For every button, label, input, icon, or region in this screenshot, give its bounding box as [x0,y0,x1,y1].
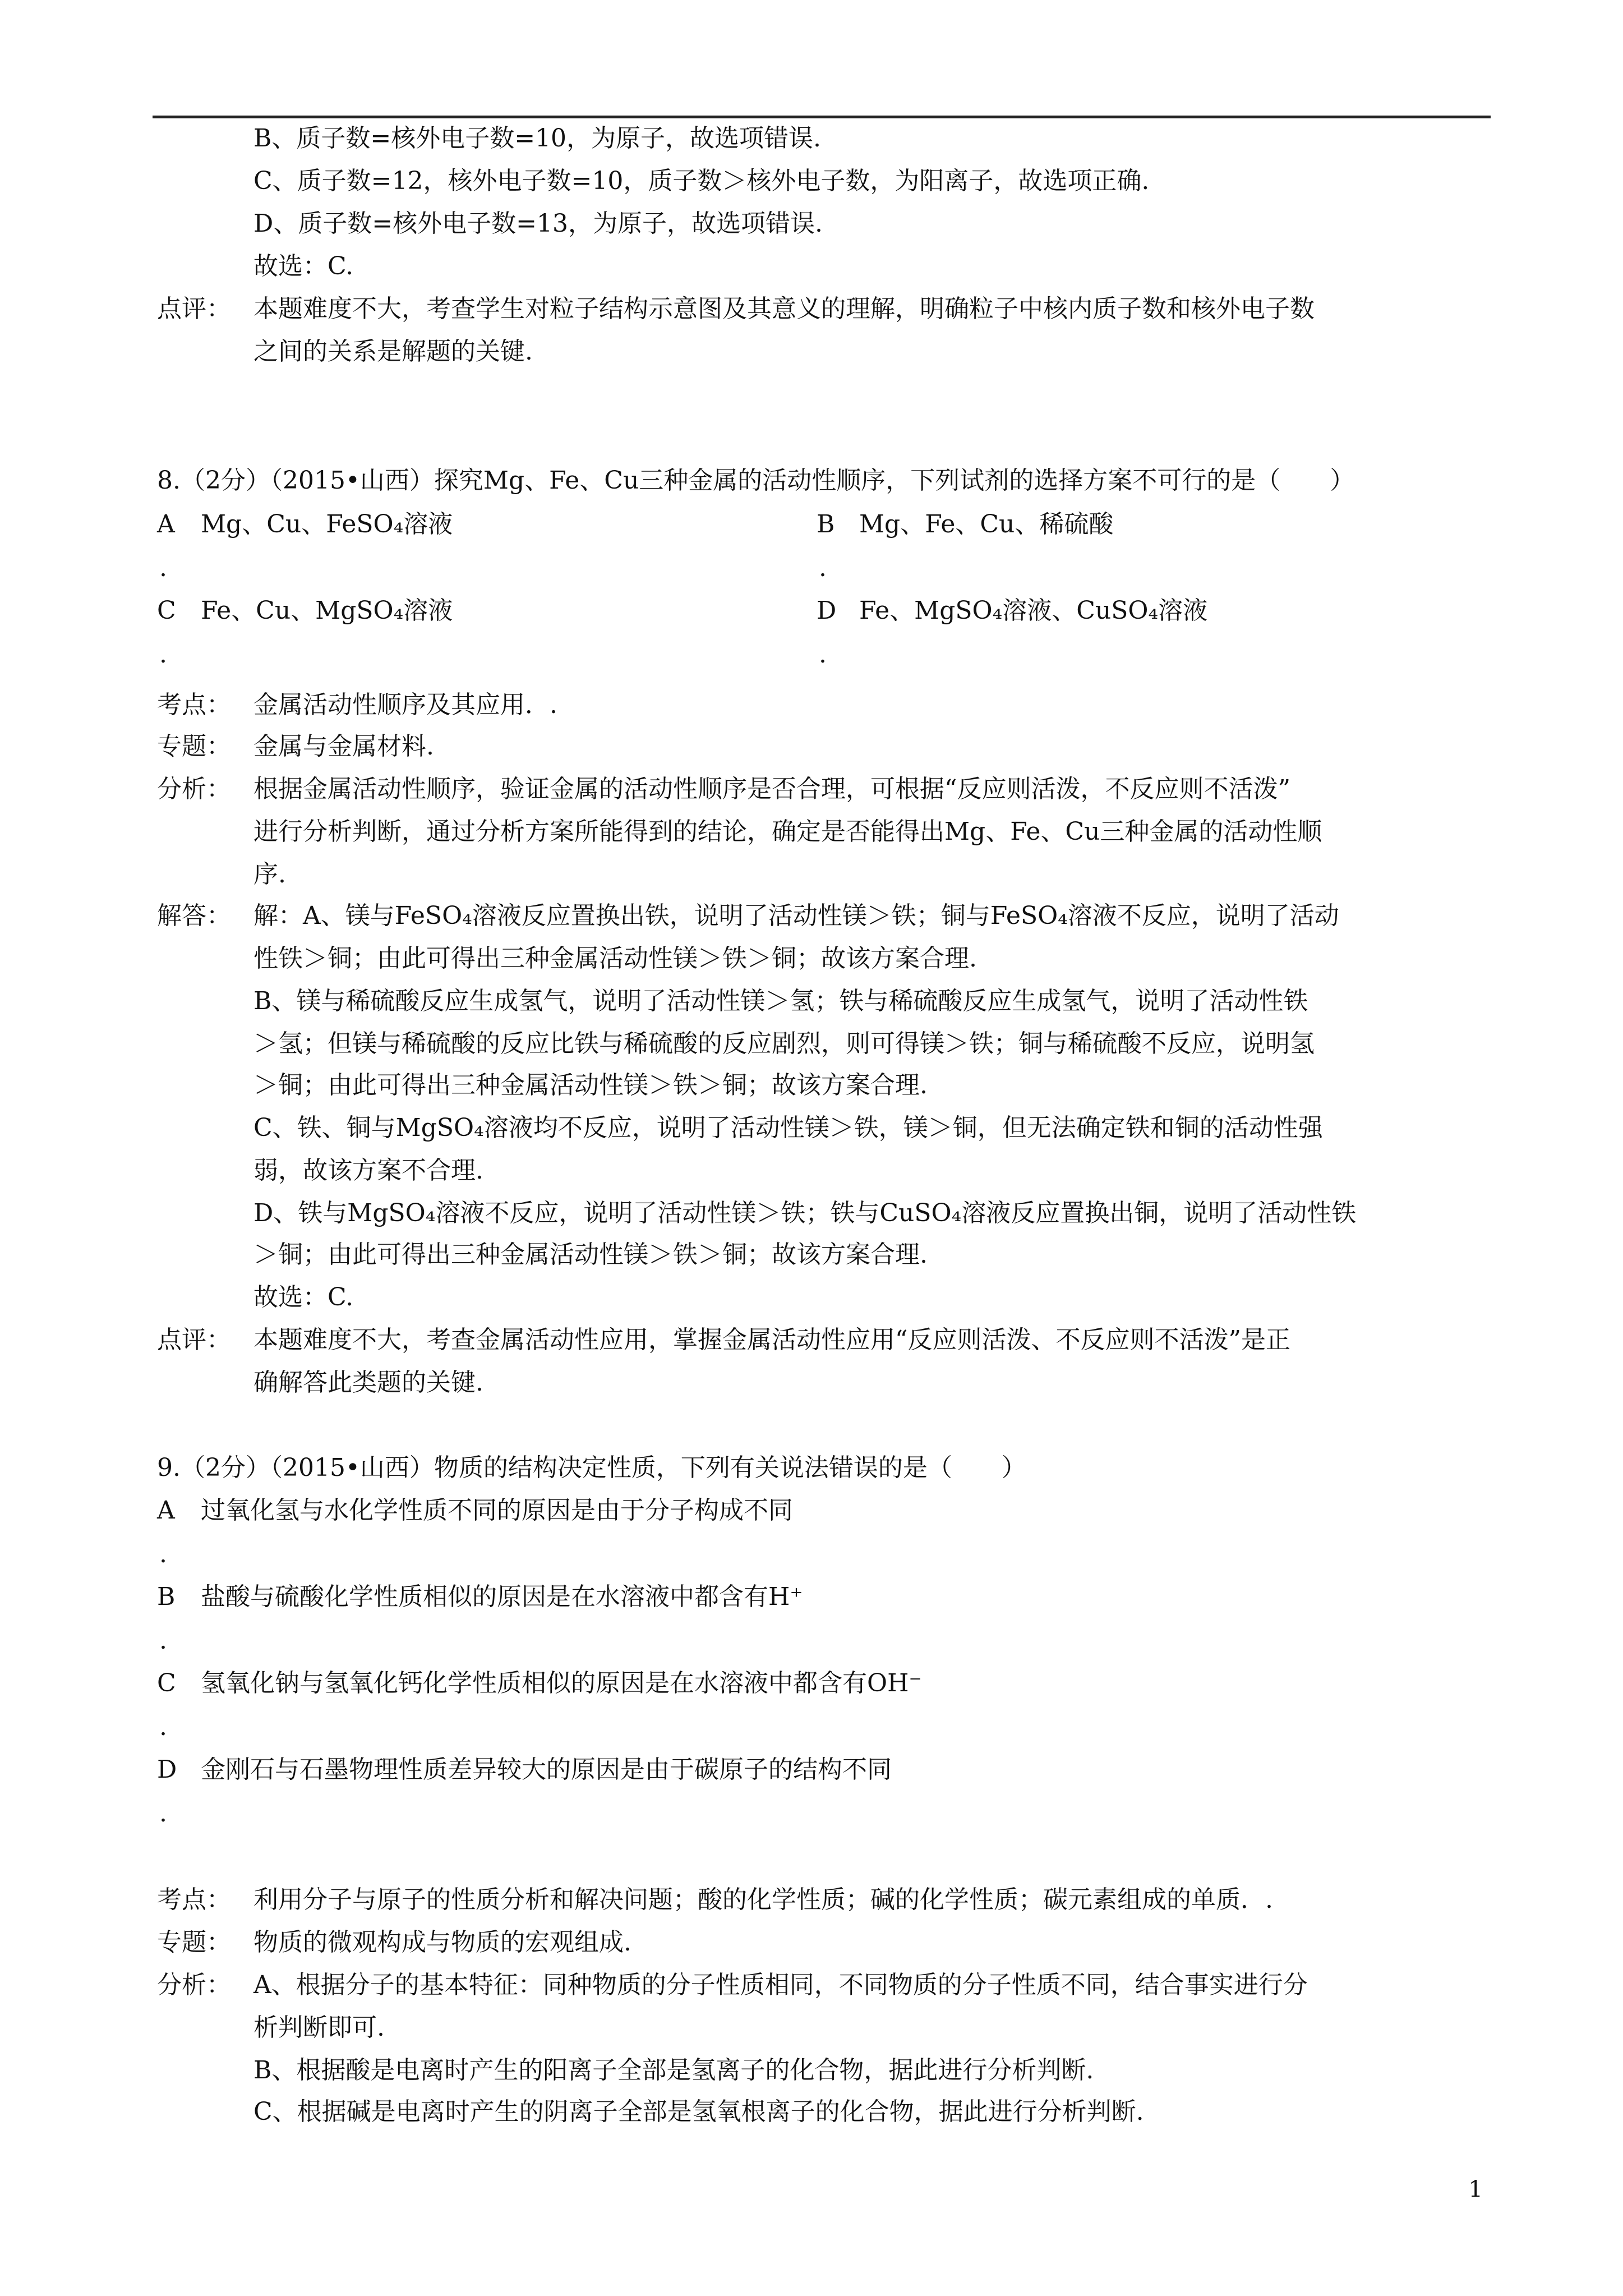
q8-jieda-line: 解：A、镁与FeSO₄溶液反应置换出铁，说明了活动性镁＞铁；铜与FeSO₄溶液不反应，说明了活动 [253,901,1339,930]
q8-option-a-dot: . [159,554,167,582]
q8-zhuanti-label: 专题： [157,732,231,761]
q9-fenxi-line: 析判断即可. [253,2013,385,2042]
q8-option-d-dot: . [819,640,827,669]
q9-fenxi-label: 分析： [157,1971,231,1999]
q8-option-d-text: Fe、MgSO₄溶液、CuSO₄溶液 [859,596,1208,625]
q8-zhuanti: 金属与金属材料. [253,732,434,761]
q8-option-d-letter: D [817,596,837,625]
q9-option-a-letter: A [157,1496,175,1525]
q8-jieda-line: B、镁与稀硫酸反应生成氢气，说明了活动性镁＞氢；铁与稀硫酸反应生成氢气，说明了活动性铁 [253,987,1308,1015]
q8-option-a-letter: A [157,510,175,539]
q9-option-a-text: 过氧化氢与水化学性质不同的原因是由于分子构成不同 [201,1496,793,1525]
prev-comment-line: 之间的关系是解题的关键. [253,337,533,366]
q8-jieda-label: 解答： [157,901,231,930]
q8-jieda-line: ＞铜；由此可得出三种金属活动性镁＞铁＞铜；故该方案合理. [253,1071,928,1099]
prev-comment-label: 点评： [157,295,231,323]
q8-fenxi-line: 进行分析判断，通过分析方案所能得到的结论，确定是否能得出Mg、Fe、Cu三种金属的活动性顺 [253,817,1322,846]
q8-fenxi-line: 序. [253,860,286,889]
q9-option-d-dot: . [159,1799,167,1828]
q8-option-c-dot: . [159,640,167,669]
q8-fenxi-label: 分析： [157,775,231,803]
q9-option-c-letter: C [157,1669,176,1697]
q8-option-b-dot: . [819,554,827,582]
q9-zhuanti-label: 专题： [157,1928,231,1957]
q8-option-c-letter: C [157,596,176,625]
q8-kaodian-label: 考点： [157,691,231,719]
q8-fenxi-line: 根据金属活动性顺序，验证金属的活动性顺序是否合理，可根据“反应则活泼，不反应则不活泼” [253,775,1290,803]
q8-jieda-line: D、铁与MgSO₄溶液不反应，说明了活动性镁＞铁；铁与CuSO₄溶液反应置换出铜，说明了活动性铁 [253,1199,1357,1227]
q9-fenxi-line: A、根据分子的基本特征：同种物质的分子性质相同，不同物质的分子性质不同，结合事实进行分 [253,1971,1308,1999]
header-rule [153,116,1491,118]
q8-option-c-text: Fe、Cu、MgSO₄溶液 [201,596,453,625]
q8-jieda-line: 性铁＞铜；由此可得出三种金属活动性镁＞铁＞铜；故该方案合理. [253,944,977,973]
q9-zhuanti: 物质的微观构成与物质的宏观组成. [253,1928,631,1957]
q8-option-b-text: Mg、Fe、Cu、稀硫酸 [859,510,1114,539]
q9-option-c-text: 氢氧化钠与氢氧化钙化学性质相似的原因是在水溶液中都含有OH⁻ [201,1669,922,1697]
q9-fenxi-line: C、根据碱是电离时产生的阴离子全部是氢氧根离子的化合物，据此进行分析判断. [253,2097,1144,2126]
page-number: 1 [1468,2177,1483,2202]
q9-kaodian: 利用分子与原子的性质分析和解决问题；酸的化学性质；碱的化学性质；碳元素组成的单质．. [253,1885,1273,1914]
q9-option-d-letter: D [157,1755,177,1784]
q8-dianping-line: 本题难度不大，考查金属活动性应用，掌握金属活动性应用“反应则活泼、不反应则不活泼”是正 [253,1326,1290,1354]
q8-dianping-line: 确解答此类题的关键. [253,1368,483,1397]
q9-option-c-dot: . [159,1713,167,1741]
q8-stem: 8.（2分）（2015•山西）探究Mg、Fe、Cu三种金属的活动性顺序，下列试剂的选择方案不可行的是（ ） [157,466,1355,495]
q8-jieda-line: 故选：C. [253,1283,354,1312]
q8-jieda-line: 弱，故该方案不合理. [253,1156,483,1185]
q8-option-b-letter: B [817,510,835,539]
q8-option-a-text: Mg、Cu、FeSO₄溶液 [201,510,453,539]
q9-kaodian-label: 考点： [157,1885,231,1914]
q9-option-b-text: 盐酸与硫酸化学性质相似的原因是在水溶液中都含有H⁺ [201,1582,803,1611]
q9-option-b-dot: . [159,1626,167,1655]
prev-line: D、质子数=核外电子数=13，为原子，故选项错误. [253,209,823,238]
q9-fenxi-line: B、根据酸是电离时产生的阳离子全部是氢离子的化合物，据此进行分析判断. [253,2056,1094,2085]
q8-jieda-line: C、铁、铜与MgSO₄溶液均不反应，说明了活动性镁＞铁，镁＞铜，但无法确定铁和铜的活动性强 [253,1114,1323,1142]
prev-line: 故选：C. [253,252,354,280]
prev-comment-line: 本题难度不大，考查学生对粒子结构示意图及其意义的理解，明确粒子中核内质子数和核外电子数 [253,295,1315,323]
q9-option-b-letter: B [157,1582,176,1611]
q9-option-a-dot: . [159,1540,167,1568]
q9-stem: 9.（2分）（2015•山西）物质的结构决定性质，下列有关说法错误的是（ ） [157,1453,1026,1482]
prev-line: C、质子数=12，核外电子数=10，质子数＞核外电子数，为阳离子，故选项正确. [253,167,1150,195]
q8-dianping-label: 点评： [157,1326,231,1354]
prev-line: B、质子数=核外电子数=10，为原子，故选项错误. [253,124,822,153]
q9-option-d-text: 金刚石与石墨物理性质差异较大的原因是由于碳原子的结构不同 [201,1755,892,1784]
q8-jieda-line: ＞铜；由此可得出三种金属活动性镁＞铁＞铜；故该方案合理. [253,1240,928,1269]
q8-kaodian: 金属活动性顺序及其应用．. [253,691,557,719]
q8-jieda-line: ＞氢；但镁与稀硫酸的反应比铁与稀硫酸的反应剧烈，则可得镁＞铁；铜与稀硫酸不反应，说明氢 [253,1029,1315,1058]
